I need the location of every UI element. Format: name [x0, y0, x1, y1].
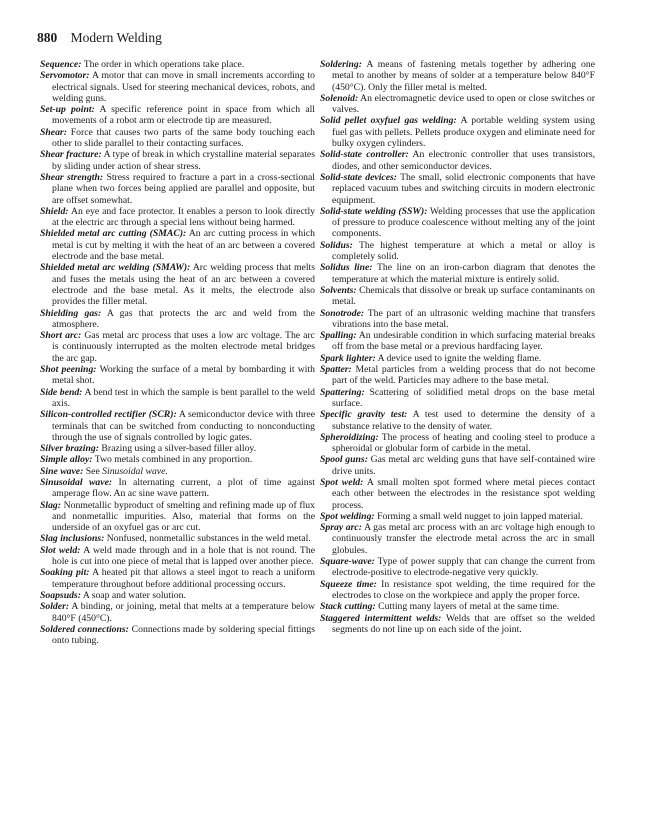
glossary-definition: A specific reference point in space from which all movements of a robot arm or electrode tip are measured.	[52, 104, 315, 127]
glossary-definition: A small molten spot formed where metal pieces contact each other between the electrodes in the resistance spot welding process.	[332, 476, 596, 511]
glossary-entry	[320, 364, 595, 387]
glossary-term: Slot weld:	[40, 544, 81, 556]
glossary-definition: A binding, or joining, metal that melts at a temperature below 840°F (450°C).	[52, 601, 315, 624]
glossary-term: Spot weld:	[320, 476, 364, 488]
glossary-term: Solid-state welding (SSW):	[320, 205, 428, 217]
glossary-definition: In resistance spot welding, the time required for the electrodes to close on the workpiece and apply the proper force.	[332, 578, 596, 601]
glossary-entry	[320, 454, 595, 477]
glossary-term: Simple alloy:	[40, 454, 93, 466]
glossary-entry	[40, 59, 315, 70]
glossary-term: Soldering:	[320, 59, 362, 70]
glossary-definition: Brazing using a silver-based filler alloy.	[101, 443, 257, 455]
glossary-entry	[40, 567, 315, 590]
glossary-entry	[40, 454, 315, 465]
glossary-term: Set-up point:	[40, 104, 95, 116]
glossary-term: Shielded metal arc cutting (SMAC):	[40, 228, 187, 240]
glossary-entry	[320, 262, 595, 285]
glossary-term: Shield:	[40, 205, 69, 217]
glossary-entry	[320, 613, 595, 636]
glossary-term: Servomotor:	[40, 70, 90, 82]
glossary-entry	[320, 432, 595, 455]
glossary-term: Staggered intermittent welds:	[320, 612, 442, 624]
glossary-entry	[40, 533, 315, 544]
glossary-entry	[320, 285, 595, 308]
glossary-definition: An eye and face protector. It enables a person to look directly at the electric arc through a special lens without being harmed.	[52, 205, 316, 229]
glossary-entry	[40, 172, 315, 206]
glossary-cross-reference: Sinusoidal wave.	[102, 465, 168, 477]
glossary-definition: A heated pit that allows a steel ingot to reach a uniform temperature throughout before additional processing occurs.	[52, 567, 316, 590]
glossary-term: Stack cutting:	[320, 601, 376, 613]
glossary-term: Silver brazing:	[40, 443, 99, 455]
glossary-definition: A motor that can move in small increments according to electrical signals. Used for steering mechanical devices, robots, and welding guns.	[52, 70, 315, 104]
glossary-definition: An electronic controller that uses transistors, diodes, and other semiconductor devices.	[332, 149, 596, 172]
glossary-definition: A gas that protects the arc and weld from the atmosphere.	[52, 307, 315, 330]
glossary-entry	[320, 93, 595, 116]
glossary-term: Shear:	[40, 126, 67, 138]
glossary-definition: A test used to determine the density of a substance relative to the density of water.	[332, 409, 596, 432]
glossary-term: Solid-state controller:	[320, 149, 409, 161]
glossary-entry	[320, 387, 595, 410]
glossary-definition: Connections made by soldering special fittings onto tubing.	[52, 623, 316, 647]
glossary-definition: Scattering of solidified metal drops on the base metal surface.	[332, 386, 595, 409]
glossary-entry	[320, 308, 595, 331]
glossary-definition: Arc welding process that melts and fuses the metals using the heat of an arc between a covered electrode and the base metal. As it melts, the electrode also provides the filler metal.	[52, 262, 315, 308]
glossary-definition: Two metals combined in any proportion.	[94, 454, 253, 466]
glossary-term: Short arc:	[40, 330, 82, 342]
glossary-term: Specific gravity test:	[320, 409, 408, 421]
glossary-term: Sinusoidal wave:	[40, 476, 113, 488]
glossary-right-column	[320, 59, 595, 635]
glossary-entry	[40, 70, 315, 104]
glossary-entry	[40, 477, 315, 500]
glossary-term: Side bend:	[40, 386, 83, 398]
glossary-definition: Nonfused, nonmetallic substances in the weld metal.	[106, 533, 311, 545]
glossary-definition: Welding processes that use the application of pressure to produce coalescence without melting any of the joint components.	[332, 205, 595, 240]
glossary-term: Spool guns:	[320, 454, 368, 466]
glossary-term: Solid pellet oxyfuel gas welding:	[320, 115, 457, 127]
glossary-definition: The order in which operations take place.	[83, 59, 245, 70]
glossary-definition: Cutting many layers of metal at the same time.	[378, 601, 560, 613]
glossary-definition: Metal particles from a welding process that do not become part of the weld. Particles may adhere to the base metal.	[332, 364, 595, 387]
glossary-term: Shot peening:	[40, 364, 97, 376]
glossary-entry	[40, 206, 315, 229]
glossary-entry	[40, 308, 315, 331]
glossary-entry	[320, 477, 595, 511]
glossary-term: Sine wave:	[40, 465, 84, 477]
glossary-term: Shear fracture:	[40, 149, 102, 161]
glossary-definition: The small, solid electronic components that have replaced vacuum tubes and switching circuits in modern electronic equipment.	[332, 171, 596, 206]
glossary-term: Solvents:	[320, 284, 357, 296]
glossary-term: Solenoid:	[320, 92, 359, 104]
glossary-term: Spalling:	[320, 330, 357, 342]
glossary-definition: A device used to ignite the welding flame.	[377, 352, 542, 364]
glossary-entry	[320, 330, 595, 353]
glossary-term: Solder:	[40, 601, 70, 613]
glossary-term: Spray arc:	[320, 522, 362, 534]
glossary-definition: In alternating current, a plot of time against amperage flow. An ac sine wave pattern.	[52, 476, 316, 500]
glossary-term: Shear strength:	[40, 171, 104, 183]
glossary-definition: Gas metal arc welding guns that have self-contained wire drive units.	[332, 454, 595, 477]
glossary-entry	[40, 262, 315, 307]
glossary-definition: The process of heating and cooling steel to produce a spheroidal or globular form of carbide in the metal.	[332, 431, 596, 455]
glossary-definition: A bend test in which the sample is bent parallel to the weld axis.	[52, 386, 315, 409]
glossary-definition: An arc cutting process in which metal is cut by melting it with the heat of an arc between a covered electrode and the base metal.	[52, 228, 315, 263]
glossary-entry	[320, 556, 595, 579]
glossary-entry	[40, 149, 315, 172]
glossary-definition: The part of an ultrasonic welding machine that transfers vibrations into the base metal.	[332, 307, 595, 330]
glossary-definition: A type of break in which crystalline material separates by sliding under action of shear stress.	[52, 149, 315, 172]
glossary-term: Spatter:	[320, 364, 352, 376]
glossary-entry	[320, 522, 595, 556]
glossary-definition: Gas metal arc process that uses a low arc voltage. The arc is continuously interrupted as the molten electrode metal bridges the arc gap.	[52, 330, 315, 364]
glossary-entry	[40, 127, 315, 150]
glossary-definition: A soap and water solution.	[82, 589, 186, 601]
glossary-entry	[40, 104, 315, 127]
glossary-entry	[320, 59, 595, 93]
glossary-entry	[320, 579, 595, 602]
glossary-entry	[320, 206, 595, 240]
glossary-definition: A means of fastening metals together by adhering one metal to another by means of solder at a temperature below 840°F (450°C). Only the filler metal is melted.	[332, 59, 595, 93]
glossary-term: Squeeze time:	[320, 578, 377, 590]
glossary-term: Shielded metal arc welding (SMAW):	[40, 262, 191, 274]
glossary-term: Spheroidizing:	[320, 431, 379, 443]
glossary-entry	[320, 409, 595, 432]
glossary-definition: A portable welding system using fuel gas with pellets. Pellets produce oxygen and eliminate need for bulky oxygen cylinders.	[332, 115, 595, 150]
glossary-definition: A gas metal arc process with an arc voltage high enough to continuously transfer the electrode metal across the arc in small globules.	[332, 522, 595, 556]
glossary-entry	[320, 115, 595, 149]
glossary-term: Soapsuds:	[40, 589, 81, 601]
glossary-term: Solid-state devices:	[320, 171, 398, 183]
glossary-definition: The highest temperature at which a metal or alloy is completely solid.	[332, 239, 596, 263]
glossary-entry	[320, 172, 595, 206]
glossary-entry	[320, 353, 595, 364]
glossary-definition: Welds that are offset so the welded segments do not line up on each side of the joint.	[332, 612, 595, 635]
glossary-definition: An electromagnetic device used to open or close switches or valves.	[332, 92, 595, 116]
glossary-term: Spot welding:	[320, 510, 375, 522]
glossary-term: Slag:	[40, 499, 61, 511]
glossary-entry	[40, 409, 315, 443]
glossary-definition: Stress required to fracture a part in a cross-sectional plane when two forces being applied are parallel and opposite, but are offset somewhat.	[52, 171, 315, 206]
glossary-term: Slag inclusions:	[40, 533, 105, 545]
glossary-entry	[320, 149, 595, 172]
glossary-entry	[320, 511, 595, 522]
glossary-left-column	[40, 59, 315, 646]
glossary-definition: An undesirable condition in which surfacing material breaks off from the base metal or a previous hardfacing layer.	[332, 330, 596, 353]
glossary-entry	[320, 601, 595, 612]
glossary-entry	[40, 590, 315, 601]
book-title: Modern Welding	[70, 30, 162, 45]
glossary-definition: A semiconductor device with three terminals that can be switched from conducting to nonconducting through the use of signals controlled by logic gates.	[52, 409, 316, 443]
glossary-definition: Nonmetallic byproduct of smelting and refining made up of flux and nonmetallic impurities. Also, material that forms on the underside of an oxyfuel gas or arc cut.	[52, 499, 315, 534]
glossary-definition: See	[85, 465, 100, 477]
running-head	[37, 30, 162, 46]
glossary-term: Spattering:	[320, 386, 365, 398]
page-number: 880	[37, 30, 58, 45]
glossary-term: Square-wave:	[320, 556, 375, 568]
glossary-entry	[40, 387, 315, 410]
glossary-entry	[40, 624, 315, 647]
glossary-definition: Force that causes two parts of the same body touching each other to slide parallel to their contacting surfaces.	[52, 126, 316, 150]
glossary-term: Shielding gas:	[40, 307, 102, 319]
glossary-entry	[40, 545, 315, 568]
glossary-definition: A weld made through and in a hole that is not round. The hole is cut into one piece of metal that is lapped over another piece.	[52, 544, 315, 568]
glossary-term: Silicon-controlled rectifier (SCR):	[40, 409, 177, 421]
glossary-entry	[40, 330, 315, 364]
glossary-term: Sequence:	[40, 59, 82, 70]
glossary-entry	[40, 443, 315, 454]
glossary-term: Soldered connections:	[40, 623, 129, 635]
glossary-term: Sonotrode:	[320, 307, 365, 319]
glossary-entry	[40, 601, 315, 624]
glossary-entry	[40, 364, 315, 387]
glossary-entry	[40, 466, 315, 477]
glossary-definition: The line on an iron-carbon diagram that denotes the temperature at which the material mixture is entirely solid.	[332, 262, 595, 285]
glossary-term: Spark lighter:	[320, 352, 376, 364]
glossary-definition: Type of power supply that can change the current from electrode-positive to electrode-negative very quickly.	[332, 556, 596, 579]
glossary-definition: Working the surface of a metal by bombarding it with metal shot.	[52, 364, 315, 387]
glossary-term: Solidus line:	[320, 262, 373, 274]
glossary-definition: Chemicals that dissolve or break up surface contaminants on metal.	[332, 284, 595, 308]
glossary-term: Soaking pit:	[40, 567, 90, 579]
glossary-entry	[40, 228, 315, 262]
glossary-definition: Forming a small weld nugget to join lapped material.	[377, 510, 583, 522]
glossary-entry	[40, 500, 315, 534]
glossary-entry	[320, 240, 595, 263]
glossary-term: Solidus:	[320, 239, 353, 251]
